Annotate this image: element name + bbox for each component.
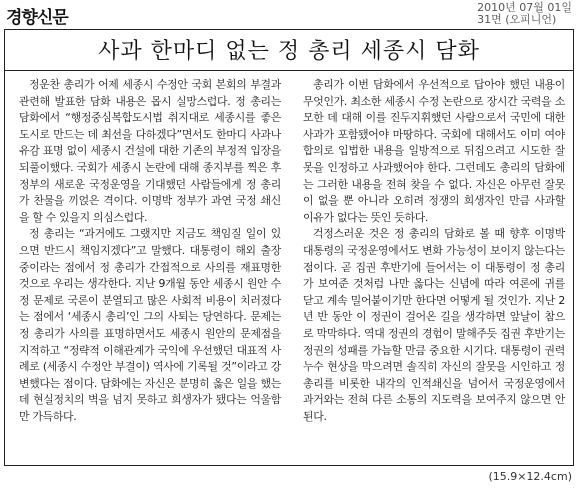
paragraph: 걱정스러운 것은 정 총리의 담화로 볼 때 향후 이명박 대통령의 국정운영에서도 변화 가능성이 보이지 않는다는 점이다. 곧 집권 후반기에 들어서는 이 대통령이 정 총리가 보여준 것처럼 나만 옳다는 신념에 따라 여론에 귀를 닫고 계속 밀어붙이기만 한다면 어떻게 될 것인가. 지난 2년 반 동안 이 정권이 걸어온 길을 생각하면 앞날이 참으로 막막하다. 역대 정권의 경험이 말해주듯 집권 후반기는 정권의 성패를 가늠할 만큼 중요한 시기다. 대통령이 권력 누수 현상을 막으려면 솔직히 자신의 잘못을 시인하고 정 총리를 비롯한 내각의 인적쇄신을 넘어서 국정운영에서 과거와는 전혀 다른 소통의 지도력을 보여주지 않으면 안 된다. [303,227,565,423]
newspaper-masthead: 경향신문 [6,8,68,28]
page-section: 31면 (오피니언) [477,13,557,26]
article-headline: 사과 한마디 없는 정 총리 세종시 담화 [98,39,480,64]
headline-divider [5,70,573,71]
paragraph: 정 총리는 “과거에도 그랬지만 지금도 책임질 일이 있으면 반드시 책임지겠다”고 말했다. 대통령이 해외 출장 중이라는 점에서 정 총리가 간접적으로 사의를 재표명한 것으로 우리는 생각한다. 지난 9개월 동안 세종시 원안 수정 문제로 국론이 분열되고 많은 사회적 비용이 치러졌다는 점에서 ‘세종시 총리’인 그의 사퇴는 당연하다. 문제는 정 총리가 사의를 표명하면서도 세종시 원안의 문제점을 지적하고 “정략적 이해관계가 국익에 우선했던 대표적 사례로 (세종시 수정안 부결이) 역사에 기록될 것”이라고 강변했다는 점이다. 담화에는 자신은 분명히 옳은 일을 했는데 현실정치의 벽을 넘지 못하고 희생자가 됐다는 억울함만 가득하다. [19,227,281,423]
article-column-left [19,77,281,425]
article-frame [4,29,574,466]
publication-date: 2010년 07월 01일 [477,1,572,14]
paragraph: 총리가 이번 담화에서 우선적으로 답아야 했던 내용이 무엇인가. 최소한 세종시 수정 논란으로 장시간 국력을 소모한 데 대해 이를 진두지휘했던 사람으로서 국민에 대한 사과가 포함됐어야 마땅하다. 국회에 대해서도 이미 여야 합의로 입법한 내용을 일방적으로 뒤집으려고 시도한 잘못을 인정하고 사과했어야 한다. 그런데도 총리의 담화에는 그러한 내용을 전혀 찾을 수 없다. 자신은 아무런 잘못이 없을 뿐 아니라 오히려 정쟁의 희생자인 만큼 사과할 이유가 없다는 뜻인 듯하다. [303,78,565,224]
article-column-right [303,77,565,425]
clipping-size: (15.9×12.4cm) [488,470,572,483]
publication-info [477,2,572,26]
paragraph: 정운찬 총리가 어제 세종시 수정안 국회 본회의 부결과 관련해 발표한 담화 내용은 몹시 실망스럽다. 정 총리는 담화에서 “행정중심복합도시법 취지대로 세종시를 좋은 도시로 만드는 데 최선을 다하겠다”면서도 한마디 사과나 유감 표명 없이 세종시 건설에 대한 기존의 부정적 입장을 되풀이했다. 국회가 세종시 논란에 대해 종지부를 찍은 후 정부의 새로운 국정운영을 기대했던 사람들에게 정 총리가 찬물을 끼얹은 격이다. 이명박 정부가 과연 국정 쇄신을 할 수 있을지 의심스럽다. [19,78,281,224]
